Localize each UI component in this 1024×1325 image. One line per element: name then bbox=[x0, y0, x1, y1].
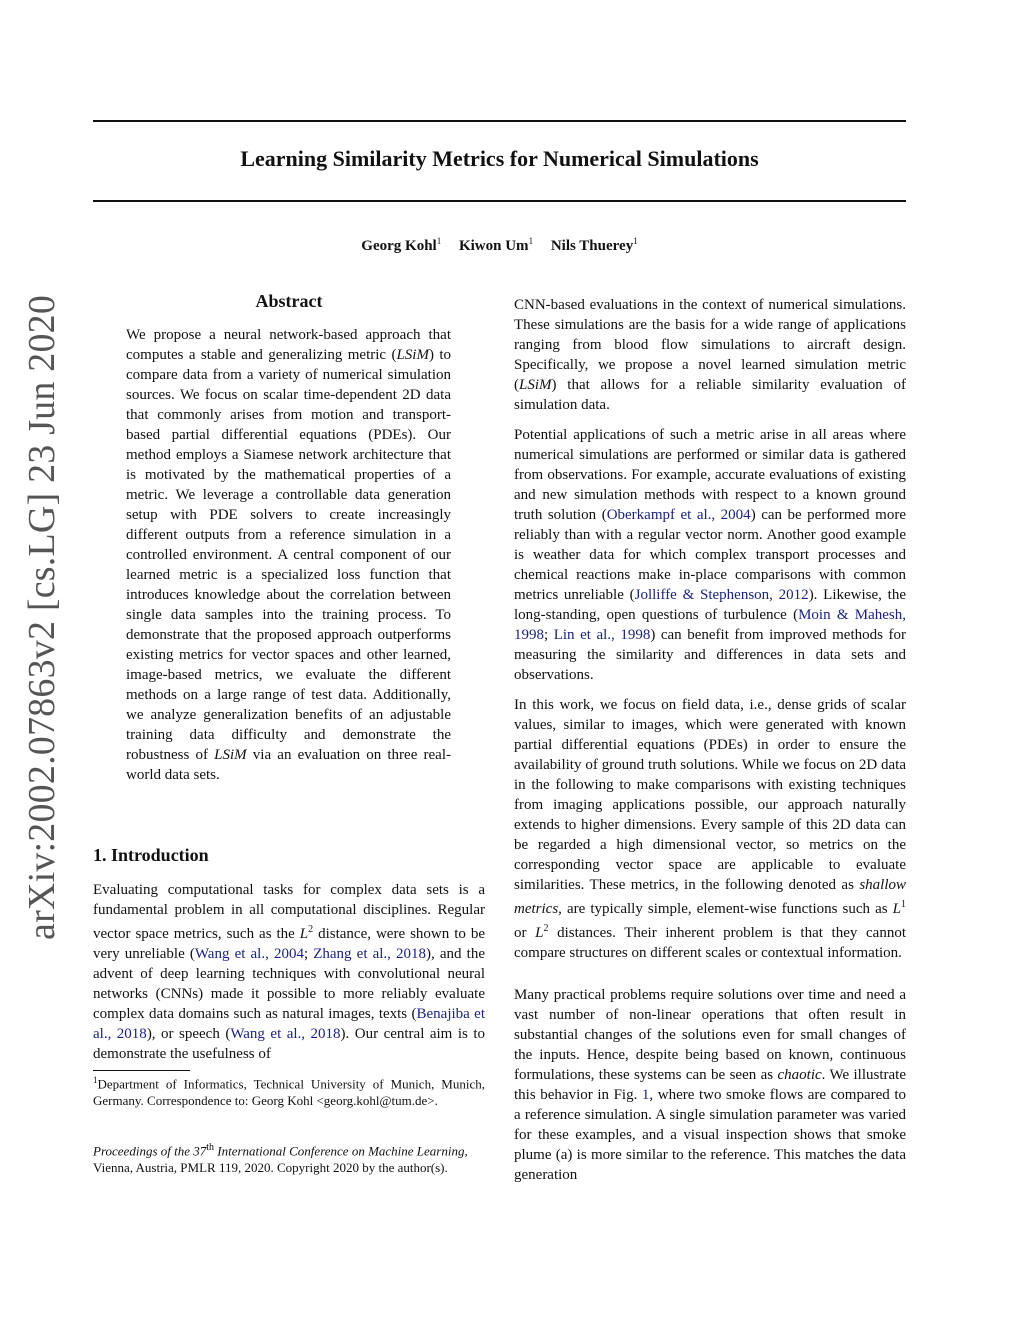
body-paragraph: Many practical problems require solutions over time and need a vast number of non-linear operations that often result in substantial changes of the solutions even for small changes of the inputs. Hence, despite being based on known, continuous formulations, these systems can be seen as chaotic. We illustrate this behavior in Fig. 1, where two smoke flows are compared to a reference simulation. A single simulation parameter was varied for these examples, and a visual inspection shows that smoke plume (a) is more similar to the reference. This matches the data generation bbox=[514, 987, 907, 1183]
citation-link[interactable]: Zhang et al., 2018 bbox=[313, 946, 427, 962]
abstract-text: We propose a neural network-based approach that computes a stable and generalizing metric (LSiM) to compare data from a variety of numerical simulation sources. We focus on scalar time-dependent 2D data that commonly arises from motion and transport-based partial differential equations (PDEs). Our method employs a Siamese network architecture that is motivated by the mathematical properties of a metric. We leverage a controllable data generation setup with PDE solvers to create increasingly different outputs from a reference simulation in a controlled environment. A central component of our learned metric is a specialized loss function that introduces knowledge about the correlation between single data samples into the training process. To demonstrate that the proposed approach outperforms existing metrics for vector spaces and other learned, image-based metrics, we evaluate the different methods on a large range of test data. Additionally, we analyze generalization benefits of an adjustable training data difficulty and demonstrate the robustness of LSiM via an evaluation on three real-world data sets. bbox=[126, 327, 451, 783]
affiliation-footnote: $^1$Department of Informatics, Technical University of Munich, Munich, Germany. Correspondence to: Georg Kohl <georg.kohl@tum.de>. bbox=[93, 1075, 485, 1109]
citation-link[interactable]: Jolliffe & Stephenson, 2012 bbox=[634, 587, 809, 603]
body-paragraph: In this work, we focus on field data, i.e., dense grids of scalar values, similar to images, which were generated with known partial differential equations (PDEs) in order to ensure the availability of ground truth solutions. While we focus on 2D data in the following to make comparisons with existing techniques from imaging applications possible, our approach naturally extends to higher dimensions. Every sample of this 2D data can be regarded a high dimensional vector, so metrics on the corresponding vector space are applicable to evaluate similarities. These metrics, in the following denoted as shallow metrics, are typically simple, element-wise functions such as $L^1$ or $L^2$ distances. Their inherent problem is that they cannot compare structures on different scales or contextual information. bbox=[514, 697, 906, 961]
title-rule-bottom bbox=[93, 200, 906, 202]
footnote-rule bbox=[93, 1070, 190, 1071]
author: Nils Thuerey$^1$ bbox=[550, 236, 638, 254]
section-heading-introduction: 1. Introduction bbox=[93, 845, 209, 865]
citation-link[interactable]: Lin et al., 1998 bbox=[553, 627, 651, 643]
figure-link[interactable]: 1 bbox=[641, 1087, 650, 1103]
paper-title: Learning Similarity Metrics for Numerical Simulations bbox=[240, 146, 759, 171]
proceedings-note: Proceedings of the 37th International Conference on Machine Learning, Vienna, Austria, PMLR 119, 2020. Copyright 2020 by the author(s). bbox=[93, 1142, 468, 1176]
author: Kiwon Um$^1$ bbox=[458, 236, 534, 254]
arxiv-side-label: arXiv:2002.07863v2 [cs.LG] 23 Jun 2020 bbox=[21, 294, 63, 940]
author-list bbox=[93, 236, 906, 255]
citation-link[interactable]: Oberkampf et al., 2004 bbox=[606, 507, 751, 523]
intro-paragraph: Evaluating computational tasks for complex data sets is a fundamental problem in all computational disciplines. Regular vector space metrics, such as the $L^2$ distance, were shown to be very unreliable (Wang et al., 2004; Zhang et al., 2018), and the advent of deep learning techniques with convolutional neural networks (CNNs) made it possible to more reliably evaluate complex data domains such as natural images, texts (Benajiba et al., 2018), or speech (Wang et al., 2018). Our central aim is to demonstrate the usefulness of bbox=[93, 882, 485, 1062]
title-rule-top bbox=[93, 120, 906, 122]
body-paragraph: Potential applications of such a metric arise in all areas where numerical simulations are performed or similar data is gathered from observations. For example, accurate evaluations of existing and new simulation methods with respect to a known ground truth solution (Oberkampf et al., 2004) can be performed more reliably than with a regular vector norm. Another good example is weather data for which complex transport processes and chemical reactions make in-place comparisons with common metrics unreliable (Jolliffe & Stephenson, 2012). Likewise, the long-standing, open questions of turbulence (Moin & Mahesh, 1998; Lin et al., 1998) can benefit from improved methods for measuring the similarity and differences in data sets and observations. bbox=[514, 427, 907, 683]
citation-link[interactable]: Wang et al., 2004 bbox=[194, 946, 304, 962]
citation-link[interactable]: Wang et al., 2018 bbox=[230, 1026, 341, 1042]
abstract-heading: Abstract bbox=[255, 291, 323, 311]
body-paragraph: CNN-based evaluations in the context of numerical simulations. These simulations are the basis for a wide range of applications ranging from blood flow simulations to aircraft design. Specifically, we propose a novel learned simulation metric (LSiM) that allows for a reliable similarity evaluation of simulation data. bbox=[514, 297, 906, 413]
citation-link[interactable]: Benajiba et al., 2018 bbox=[93, 1006, 485, 1042]
author: Georg Kohl$^1$ bbox=[361, 236, 442, 254]
citation-link[interactable]: Moin & Mahesh, 1998 bbox=[514, 607, 906, 643]
